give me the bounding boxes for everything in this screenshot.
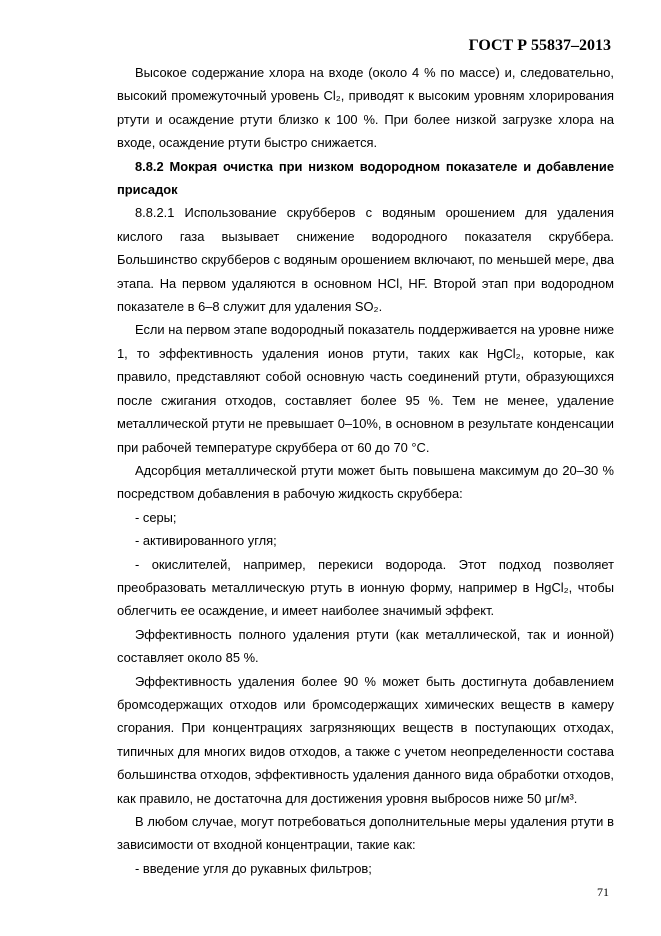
paragraph: Адсорбция металлической ртути может быть повышена максимум до 20–30 % посредством добавления в рабочую жидкость скруббера: xyxy=(117,462,614,502)
paragraph: В любом случае, могут потребоваться дополнительные меры удаления ртути в зависимости от входной концентрации, такие как: xyxy=(117,814,614,853)
paragraph: Высокое содержание хлора на входе (около 4 % по массе) и, следовательно, высокий промежуточный уровень Cl₂, приводят к высоким уровням хлорирования ртути и осаждение ртути близко к 100 %. При более низкой загрузке хлора на входе, осаждение ртути быстро снижается. xyxy=(117,65,614,151)
list-item: - активированного угля; xyxy=(135,533,277,549)
page-number: 71 xyxy=(597,885,609,899)
list-item: - окислителей, например, перекиси водорода. Этот подход позволяет преобразовать металлическую ртуть в ионную форму, например в HgCl₂, чтобы облегчить ее осаждение, и имеет наиболее значимый эффект. xyxy=(117,556,614,619)
list-item: - серы; xyxy=(135,509,177,525)
paragraph: Если на первом этапе водородный показатель поддерживается на уровне ниже 1, то эффективность удаления ионов ртути, таких как HgCl₂, которые, как правило, представляют собой основную часть соединений ртути, образующихся после сжигания отходов, составляет более 95 %. Тем не менее, удаление металлической ртути не превышает 0–10%, в основном в результате конденсации при рабочей температуре скруббера от 60 до 70 °С. xyxy=(117,322,614,455)
section-heading: 8.8.2 Мокрая очистка при низком водородном показателе и добавление присадок xyxy=(117,158,614,198)
standard-code: ГОСТ Р 55837–2013 xyxy=(468,37,611,54)
list-item: - введение угля до рукавных фильтров; xyxy=(135,860,372,876)
paragraph: Эффективность удаления более 90 % может быть достигнута добавлением бромсодержащих отходов или бромсодержащих химических веществ в камеру сгорания. При концентрациях загрязняющих веществ в поступающих отходах, типичных для многих видов отходов, а также с учетом неопределенности состава большинства отходов, эффективность удаления данного вида обработки отходов, как правило, не достаточна для достижения уровня выбросов ниже 50 μг/м³. xyxy=(117,673,614,806)
paragraph: 8.8.2.1 Использование скрубберов с водяным орошением для удаления кислого газа вызывает снижение водородного показателя скруббера. Большинство скрубберов с водяным орошением включают, по меньшей мере, два этапа. На первом удаляются в основном HCl, HF. Второй этап при водородном показателе в 6–8 служит для удаления SO₂. xyxy=(117,205,614,315)
body-text xyxy=(117,61,614,880)
paragraph: Эффективность полного удаления ртути (как металлической, так и ионной) составляет около 85 %. xyxy=(117,626,614,666)
